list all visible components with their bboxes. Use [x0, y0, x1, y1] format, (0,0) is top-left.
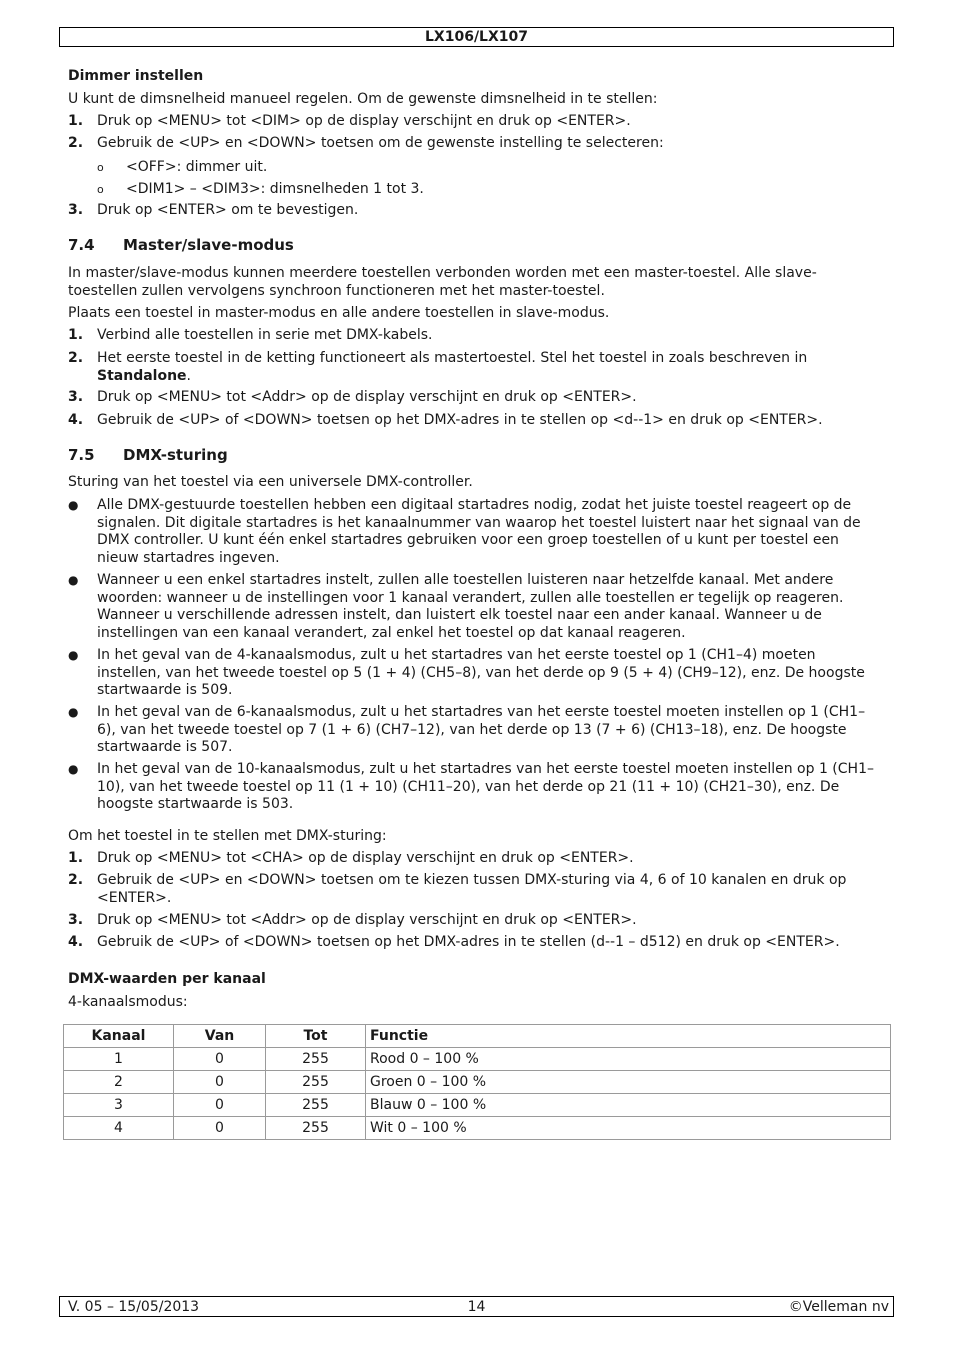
bullet-icon: ●: [68, 705, 79, 719]
dmx-step: 2. Gebruik de <UP> en <DOWN> toetsen om te kiezen tussen DMX-sturing via 4, 6 of 10 kanalen en druk op <ENTER>.: [68, 872, 847, 906]
page-header: [59, 27, 894, 47]
dmx-bullet: ● In het geval van de 6-kanaalsmodus, zult u het startadres van het eerste toestel moeten instellen op 1 (CH1–6), van het tweede toestel op 7 (1 + 6) (CH7–12), van het derde op 13 (7 + 6) (CH13–18), enz. De hoogste startwaarde is 507.: [68, 704, 866, 755]
mode-label: 4-kanaalsmodus:: [68, 994, 188, 1010]
dmx-step: 4. Gebruik de <UP> of <DOWN> toetsen op het DMX-adres in te stellen (d--1 – d512) en druk op <ENTER>.: [68, 934, 840, 950]
dimmer-heading: Dimmer instellen: [68, 68, 204, 84]
master-slave-para: Plaats een toestel in master-modus en alle andere toestellen in slave-modus.: [68, 305, 610, 321]
dimmer-step: 1. Druk op <MENU> tot <DIM> op de display verschijnt en druk op <ENTER>.: [68, 113, 631, 129]
dmx-step: 1. Druk op <MENU> tot <CHA> op de display verschijnt en druk op <ENTER>.: [68, 850, 634, 866]
dimmer-intro: U kunt de dimsnelheid manueel regelen. Om de gewenste dimsnelheid in te stellen:: [68, 91, 658, 107]
table-header-row: [64, 1025, 891, 1048]
standalone-reference: Standalone: [97, 367, 187, 384]
circle-bullet-icon: o: [97, 161, 104, 174]
dmx-values-heading: DMX-waarden per kanaal: [68, 971, 266, 987]
page-number: 14: [467, 1299, 486, 1315]
bullet-icon: ●: [68, 498, 79, 512]
copyright: ©Velleman nv: [788, 1299, 889, 1315]
section-heading-7-5: 7.5 DMX-sturing: [68, 446, 228, 464]
table-row: 1 0 255 Rood 0 – 100 %: [64, 1048, 891, 1071]
dimmer-option: o <OFF>: dimmer uit.: [97, 159, 268, 175]
bullet-icon: ●: [68, 573, 79, 587]
table-row: 2 0 255 Groen 0 – 100 %: [64, 1071, 891, 1094]
table-row: 4 0 255 Wit 0 – 100 %: [64, 1117, 891, 1140]
dmx-step: 3. Druk op <MENU> tot <Addr> op de display verschijnt en druk op <ENTER>.: [68, 912, 637, 928]
dmx-values-table: [63, 1024, 891, 1140]
bullet-icon: ●: [68, 762, 79, 776]
page-footer: [59, 1296, 894, 1317]
master-slave-step: 3. Druk op <MENU> tot <Addr> op de display verschijnt en druk op <ENTER>.: [68, 389, 637, 405]
master-slave-step: 1. Verbind alle toestellen in serie met DMX-kabels.: [68, 327, 433, 343]
dimmer-step: 3. Druk op <ENTER> om te bevestigen.: [68, 202, 359, 218]
column-header: Van: [174, 1025, 266, 1048]
table-row: 3 0 255 Blauw 0 – 100 %: [64, 1094, 891, 1117]
dmx-bullet: ● In het geval van de 10-kanaalsmodus, zult u het startadres van het eerste toestel moeten instellen op 1 (CH1–10), van het tweede toestel op 11 (1 + 10) (CH11–20), van het derde op 21 (11 + 10) (CH21–30), enz. De hoogste startwaarde is 503.: [68, 761, 874, 812]
column-header: Functie: [366, 1025, 891, 1048]
dmx-bullet: ● In het geval van de 4-kanaalsmodus, zult u het startadres van het eerste toestel op 1 (CH1–4) moeten instellen, van het tweede toestel op 5 (1 + 4) (CH5–8), van het derde op 9 (5 + 4) (CH9–12), enz. De hoogste startwaarde is 509.: [68, 647, 865, 698]
master-slave-step: 2. Het eerste toestel in de ketting functioneert als mastertoestel. Stel het toestel in zoals beschreven in Standalone.: [68, 350, 808, 384]
dmx-bullet: ● Wanneer u een enkel startadres instelt, zullen alle toestellen luisteren naar hetzelfde kanaal. Met andere woorden: wanneer u de instellingen voor 1 kanaal verandert, zullen alle toestellen er tegelijk op reageren. Wanneer u verschillende adressen instelt, dan luistert elk toestel naar een ander kanaal. Wanneer u de instellingen van een kanaal verandert, zal enkel het toestel op dat kanaal reageren.: [68, 572, 844, 641]
column-header: Kanaal: [64, 1025, 174, 1048]
bullet-icon: ●: [68, 648, 79, 662]
section-heading-7-4: 7.4 Master/slave-modus: [68, 236, 294, 254]
dimmer-option: o <DIM1> – <DIM3>: dimsnelheden 1 tot 3.: [97, 181, 424, 197]
dmx-intro: Sturing van het toestel via een universele DMX-controller.: [68, 474, 473, 490]
dmx-setup-intro: Om het toestel in te stellen met DMX-sturing:: [68, 828, 387, 844]
master-slave-step: 4. Gebruik de <UP> of <DOWN> toetsen op het DMX-adres in te stellen op <d--1> en druk op <ENTER>.: [68, 412, 823, 428]
model-title: LX106/LX107: [425, 29, 528, 45]
dimmer-step: 2. Gebruik de <UP> en <DOWN> toetsen om de gewenste instelling te selecteren:: [68, 135, 664, 151]
master-slave-para: In master/slave-modus kunnen meerdere toestellen verbonden worden met een master-toestel. Alle slave-toestellen zullen vervolgens synchroon functioneren met het master-toestel.: [68, 265, 817, 299]
circle-bullet-icon: o: [97, 183, 104, 196]
dmx-bullet: ● Alle DMX-gestuurde toestellen hebben een digitaal startadres nodig, zodat het juiste toestel reageert op de signalen. Dit digitale startadres is het kanaalnummer van waarop het toestel luistert naar het signaal van de DMX controller. U kunt één enkel startadres gebruiken voor een groep toestellen of u kunt per toestel een nieuw startadres ingeven.: [68, 497, 861, 566]
column-header: Tot: [266, 1025, 366, 1048]
version-date: V. 05 – 15/05/2013: [68, 1299, 200, 1315]
